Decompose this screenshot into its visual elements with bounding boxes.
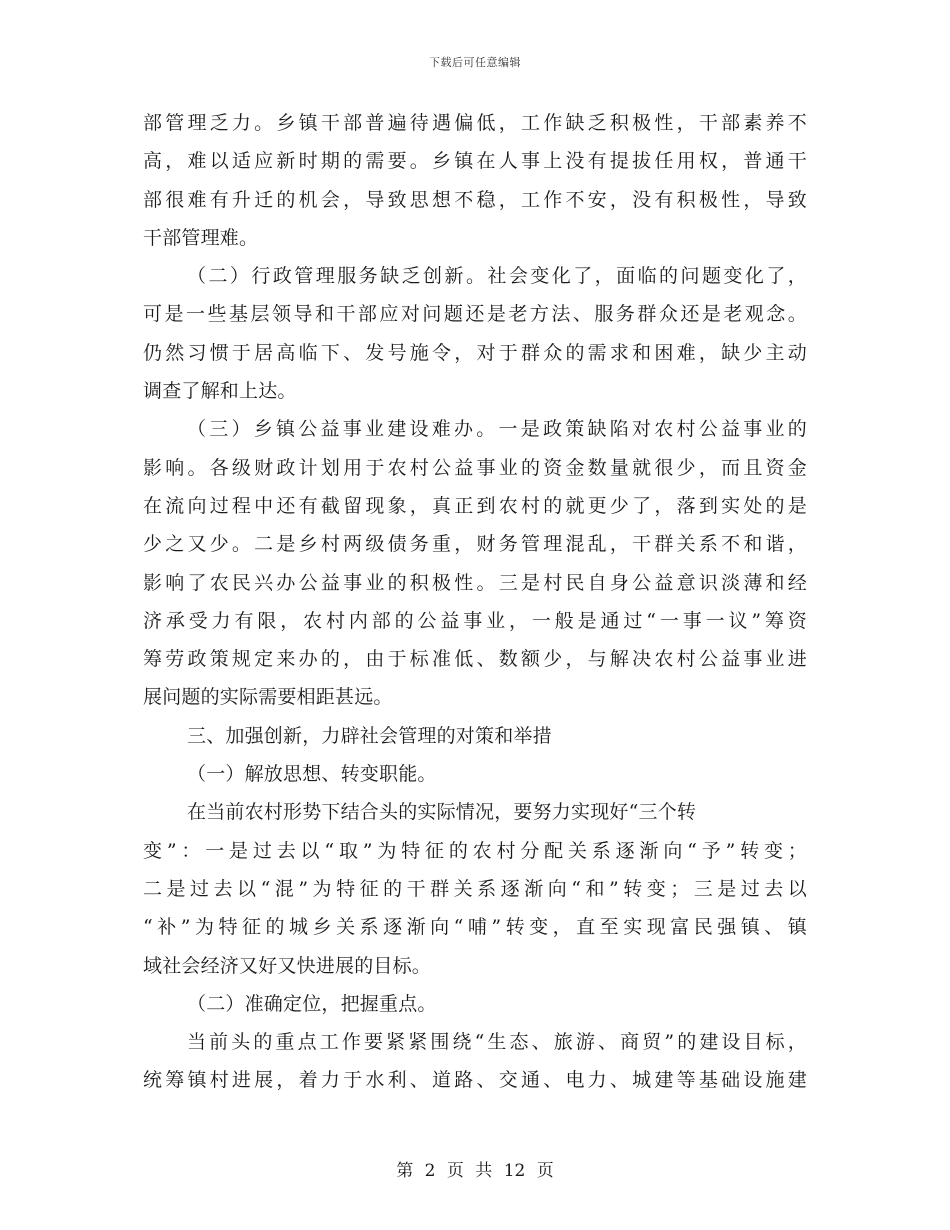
text-line: 济承受力有限，农村内部的公益事业，一般是通过“一事一议”筹资 — [143, 609, 807, 632]
footer-page-current: 2 — [424, 1161, 436, 1181]
text-line: 二是过去以“混”为特征的干群关系逐渐向“和”转变；三是过去以 — [143, 877, 807, 900]
text-line: （一）解放思想、转变职能。 — [187, 763, 437, 786]
page-header: 下载后可任意编辑 — [429, 56, 521, 69]
text-line: 变”：一是过去以“取”为特征的农村分配关系逐渐向“予”转变； — [143, 839, 807, 862]
text-line: 统筹镇村进展，着力于水利、道路、交通、电力、城建等基础设施建 — [143, 1069, 807, 1092]
text-line: 三、加强创新，力辟社会管理的对策和举措 — [187, 724, 552, 747]
text-line: （三）乡镇公益事业建设难办。一是政策缺陷对农村公益事业的 — [187, 418, 807, 441]
text-line: 部管理乏力。乡镇干部普遍待遇偏低，工作缺乏积极性，干部素养不 — [143, 112, 807, 134]
text-line: 影响。各级财政计划用于农村公益事业的资金数量就很少，而且资金 — [143, 456, 807, 479]
text-line: 展问题的实际需要相距甚远。 — [143, 686, 393, 709]
footer-page-unit: 页 — [446, 1161, 464, 1181]
footer-page-word: 第 — [396, 1161, 414, 1181]
text-line: 可是一些基层领导和干部应对问题还是老方法、服务群众还是老观念。 — [143, 303, 807, 326]
text-line: （二）准确定位，把握重点。 — [187, 992, 437, 1015]
footer-page-total: 12 — [503, 1161, 526, 1181]
text-line: 仍然习惯于居高临下、发号施令，对于群众的需求和困难，缺少主动 — [143, 341, 807, 364]
footer-total-word: 共 — [475, 1161, 493, 1181]
text-line: 干部管理难。 — [143, 226, 259, 249]
text-line: 在流向过程中还有截留现象，真正到农村的就更少了，落到实处的是 — [143, 494, 807, 517]
text-line: 调查了解和上达。 — [143, 380, 297, 403]
text-line: 影响了农民兴办公益事业的积极性。三是村民自身公益意识淡薄和经 — [143, 571, 807, 594]
text-line: 当前头的重点工作要紧紧围绕“生态、旅游、商贸”的建设目标， — [187, 1031, 807, 1054]
text-line: “补”为特征的城乡关系逐渐向“哺”转变，直至实现富民强镇、镇 — [143, 916, 807, 939]
text-line: 域社会经济又好又快进展的目标。 — [143, 954, 432, 977]
text-line: 高，难以适应新时期的需要。乡镇在人事上没有提拔任用权，普通干 — [143, 150, 807, 173]
page-footer — [0, 1156, 950, 1181]
text-line: 在当前农村形势下结合头的实际情况，要努力实现好“三个转 — [187, 801, 697, 824]
footer-total-unit: 页 — [536, 1161, 554, 1181]
document-body — [143, 104, 807, 1100]
text-line: 部很难有升迁的机会，导致思想不稳，工作不安，没有积极性，导致 — [143, 188, 807, 211]
text-line: 少之又少。二是乡村两级债务重，财务管理混乱，干群关系不和谐， — [143, 533, 807, 556]
text-line: （二）行政管理服务缺乏创新。社会变化了，面临的问题变化了， — [187, 265, 807, 288]
text-line: 筹劳政策规定来办的，由于标准低、数额少，与解决农村公益事业进 — [143, 648, 807, 671]
